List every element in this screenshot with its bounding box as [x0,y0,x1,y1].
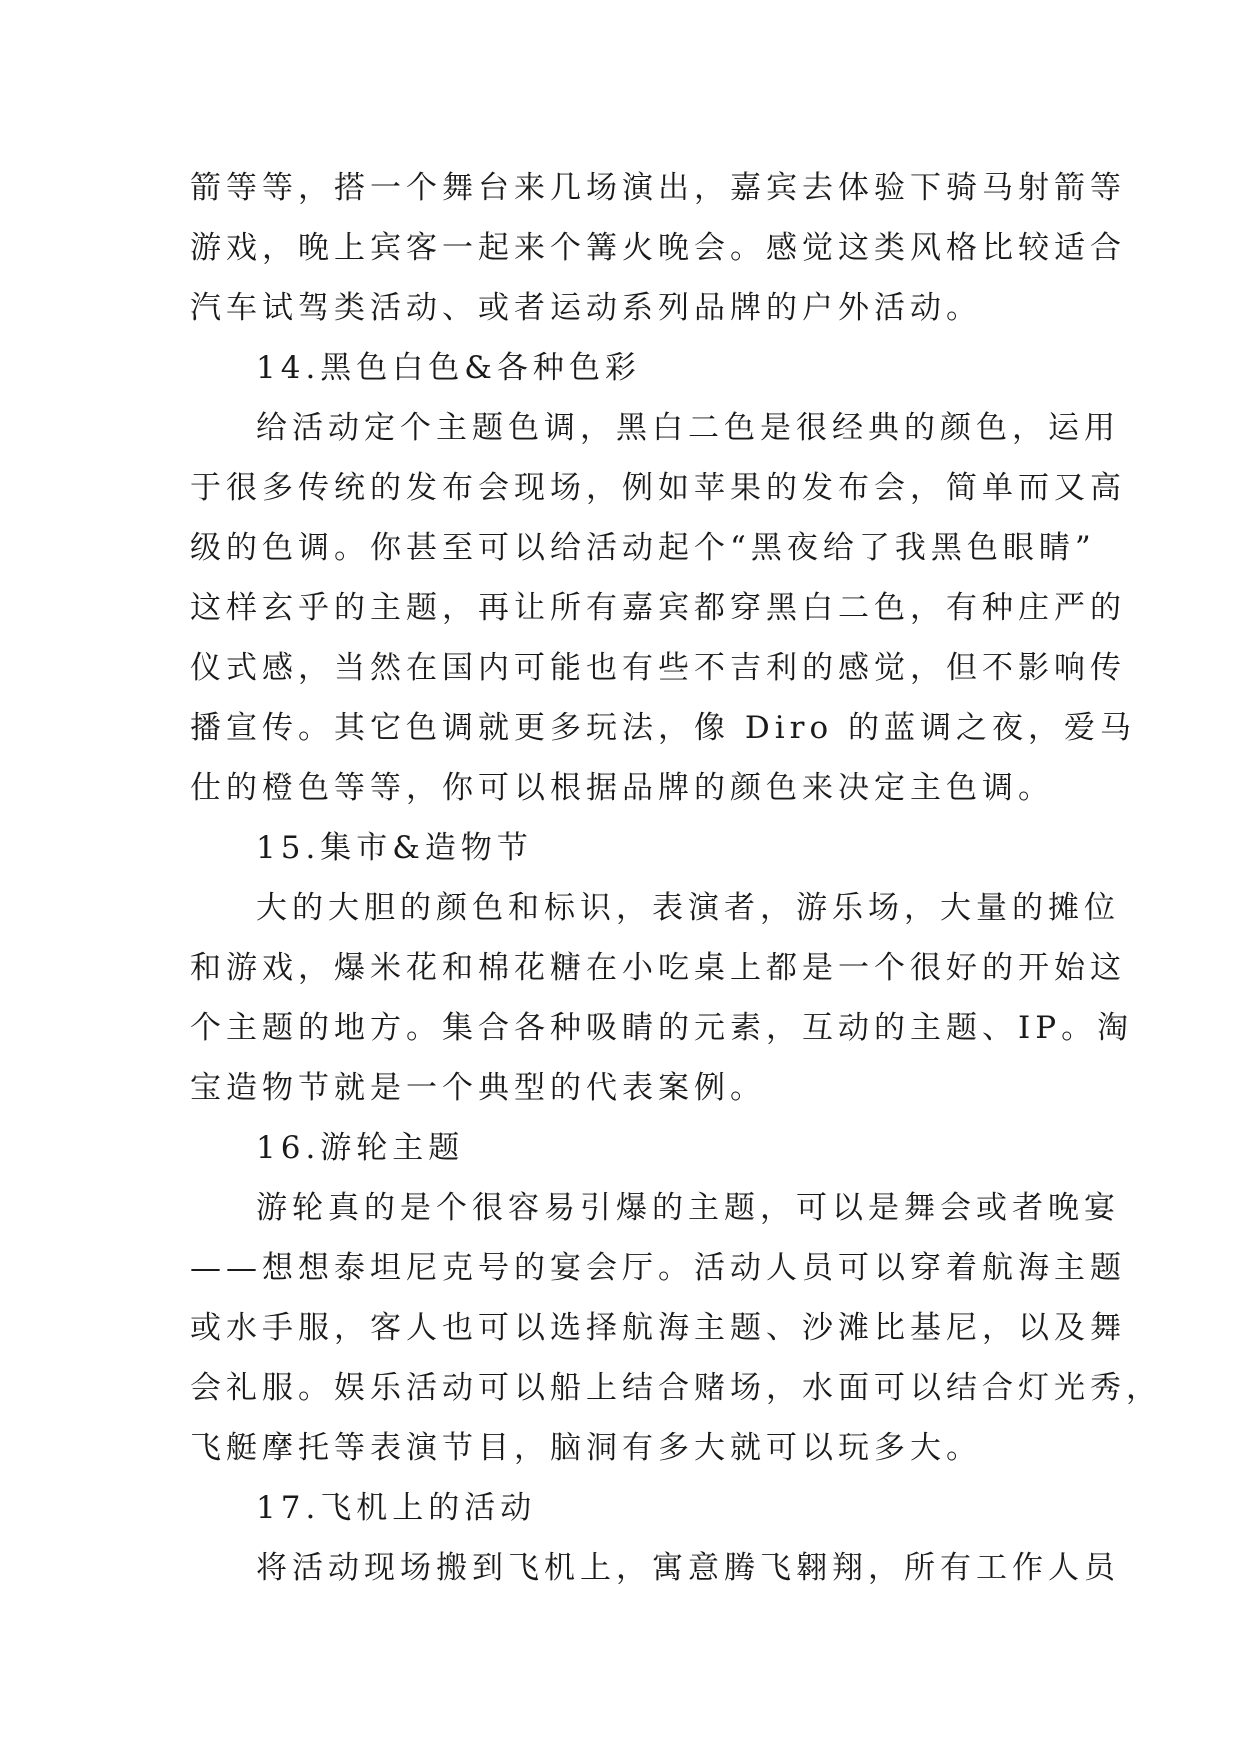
section-heading: 15.集市&造物节 [256,830,533,866]
section-heading: 14.黑色白色&各种色彩 [256,350,641,386]
paragraph-line: 级的色调。你甚至可以给活动起个“黑夜给了我黑色眼睛” [190,530,1096,566]
paragraph-first-line: 游轮真的是个很容易引爆的主题，可以是舞会或者晚宴 [256,1190,1120,1226]
paragraph-line: 这样玄乎的主题，再让所有嘉宾都穿黑白二色，有种庄严的 [190,590,1126,626]
paragraph-first-line: 大的大胆的颜色和标识，表演者，游乐场，大量的摊位 [256,890,1120,926]
section-heading: 17.飞机上的活动 [256,1490,537,1526]
paragraph-line: 会礼服。娱乐活动可以船上结合赌场，水面可以结合灯光秀， [190,1370,1162,1406]
paragraph-line: 个主题的地方。集合各种吸睛的元素，互动的主题、IP。淘 [190,1010,1134,1046]
paragraph-line: 游戏，晚上宾客一起来个篝火晚会。感觉这类风格比较适合 [190,230,1126,266]
document-page [190,158,1162,1598]
section-heading: 16.游轮主题 [256,1130,465,1166]
paragraph-first-line: 将活动现场搬到飞机上，寓意腾飞翱翔，所有工作人员 [256,1550,1120,1586]
paragraph-line: ——想想泰坦尼克号的宴会厅。活动人员可以穿着航海主题 [190,1250,1126,1286]
paragraph-line: 和游戏，爆米花和棉花糖在小吃桌上都是一个很好的开始这 [190,950,1126,986]
paragraph-line: 于很多传统的发布会现场，例如苹果的发布会，简单而又高 [190,470,1126,506]
paragraph-line: 仪式感，当然在国内可能也有些不吉利的感觉，但不影响传 [190,650,1126,686]
paragraph-line: 或水手服，客人也可以选择航海主题、沙滩比基尼，以及舞 [190,1310,1126,1346]
paragraph-last-line: 汽车试驾类活动、或者运动系列品牌的户外活动。 [190,290,982,326]
paragraph-last-line: 宝造物节就是一个典型的代表案例。 [190,1070,766,1106]
paragraph-last-line: 仕的橙色等等，你可以根据品牌的颜色来决定主色调。 [190,770,1054,806]
paragraph-line: 播宣传。其它色调就更多玩法，像 Diro 的蓝调之夜，爱马 [190,710,1136,746]
paragraph-first-line: 给活动定个主题色调，黑白二色是很经典的颜色，运用 [256,410,1120,446]
paragraph-last-line: 飞艇摩托等表演节目，脑洞有多大就可以玩多大。 [190,1430,982,1466]
paragraph-line: 箭等等，搭一个舞台来几场演出，嘉宾去体验下骑马射箭等 [190,170,1126,206]
